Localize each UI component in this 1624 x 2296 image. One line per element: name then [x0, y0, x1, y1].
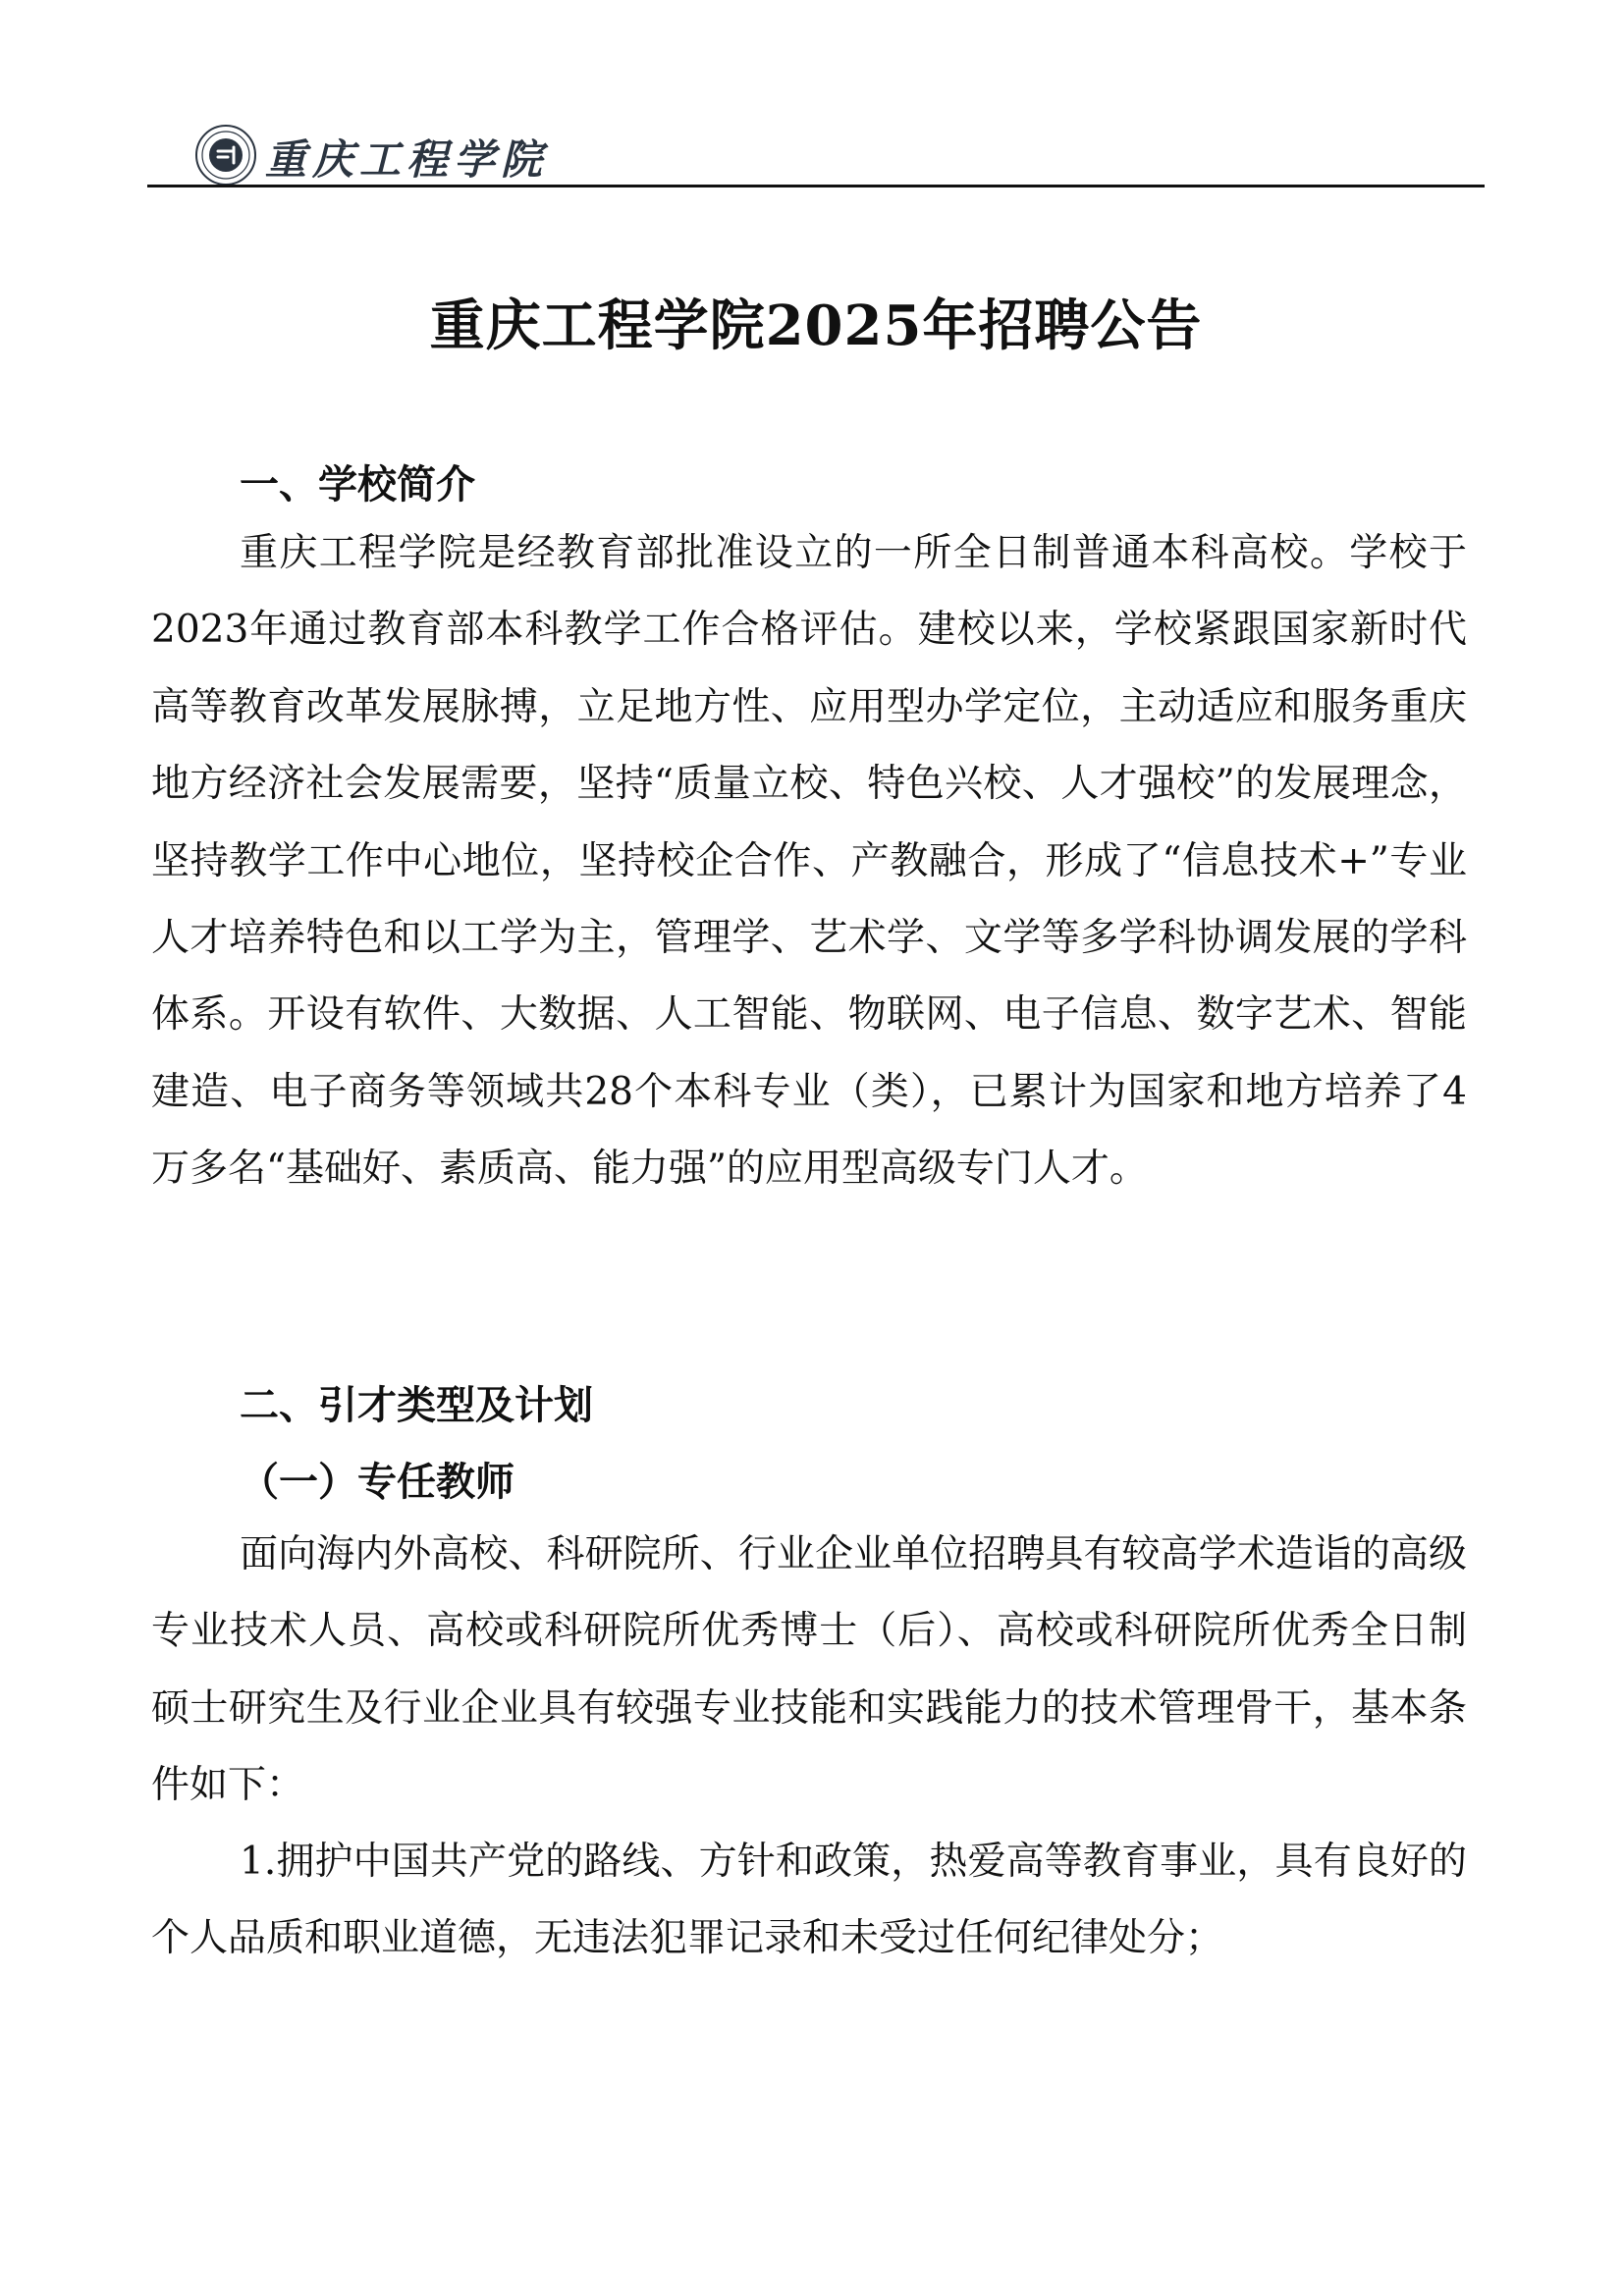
section-heading-talent-types: 二、引才类型及计划 [240, 1383, 593, 1428]
teachers-recruitment-paragraph: 面向海内外高校、科研院所、行业企业单位招聘具有较高学术造诣的高级专业技术人员、高校或科研院所优秀博士（后）、高校或科研院所优秀全日制硕士研究生及行业企业具有较强专业技能和实践能力的技术管理骨干，基本条件如下： [151, 1532, 1467, 1808]
school-intro-paragraph: 重庆工程学院是经教育部批准设立的一所全日制普通本科高校。学校于2023年通过教育部本科教学工作合格评估。建校以来，学校紧跟国家新时代高等教育改革发展脉搏，立足地方性、应用型办学定位，主动适应和服务重庆地方经济社会发展需要，坚持“质量立校、特色兴校、人才强校”的发展理念，坚持教学工作中心地位，坚持校企合作、产教融合，形成了“信息技术+”专业人才培养特色和以工学为主，管理学、艺术学、文学等多学科协调发展的学科体系。开设有软件、大数据、人工智能、物联网、电子信息、数字艺术、智能建造、电子商务等领域共28个本科专业（类），已累计为国家和地方培养了4万多名“基础好、素质高、能力强”的应用型高级专门人才。 [151, 531, 1467, 1192]
institution-logo-text: 重庆工程学院 [265, 135, 549, 184]
school-seal-icon [194, 124, 257, 187]
document-title: 重庆工程学院2025年招聘公告 [429, 294, 1203, 358]
subsection-heading-full-time-teachers: （一）专任教师 [240, 1460, 514, 1505]
header-divider [147, 185, 1485, 187]
letterhead [147, 106, 1485, 183]
requirement-item-1: 1.拥护中国共产党的路线、方针和政策，热爱高等教育事业，具有良好的个人品质和职业道德，无违法犯罪记录和未受过任何纪律处分； [151, 1840, 1467, 1961]
section-heading-school-intro: 一、学校简介 [240, 462, 475, 507]
